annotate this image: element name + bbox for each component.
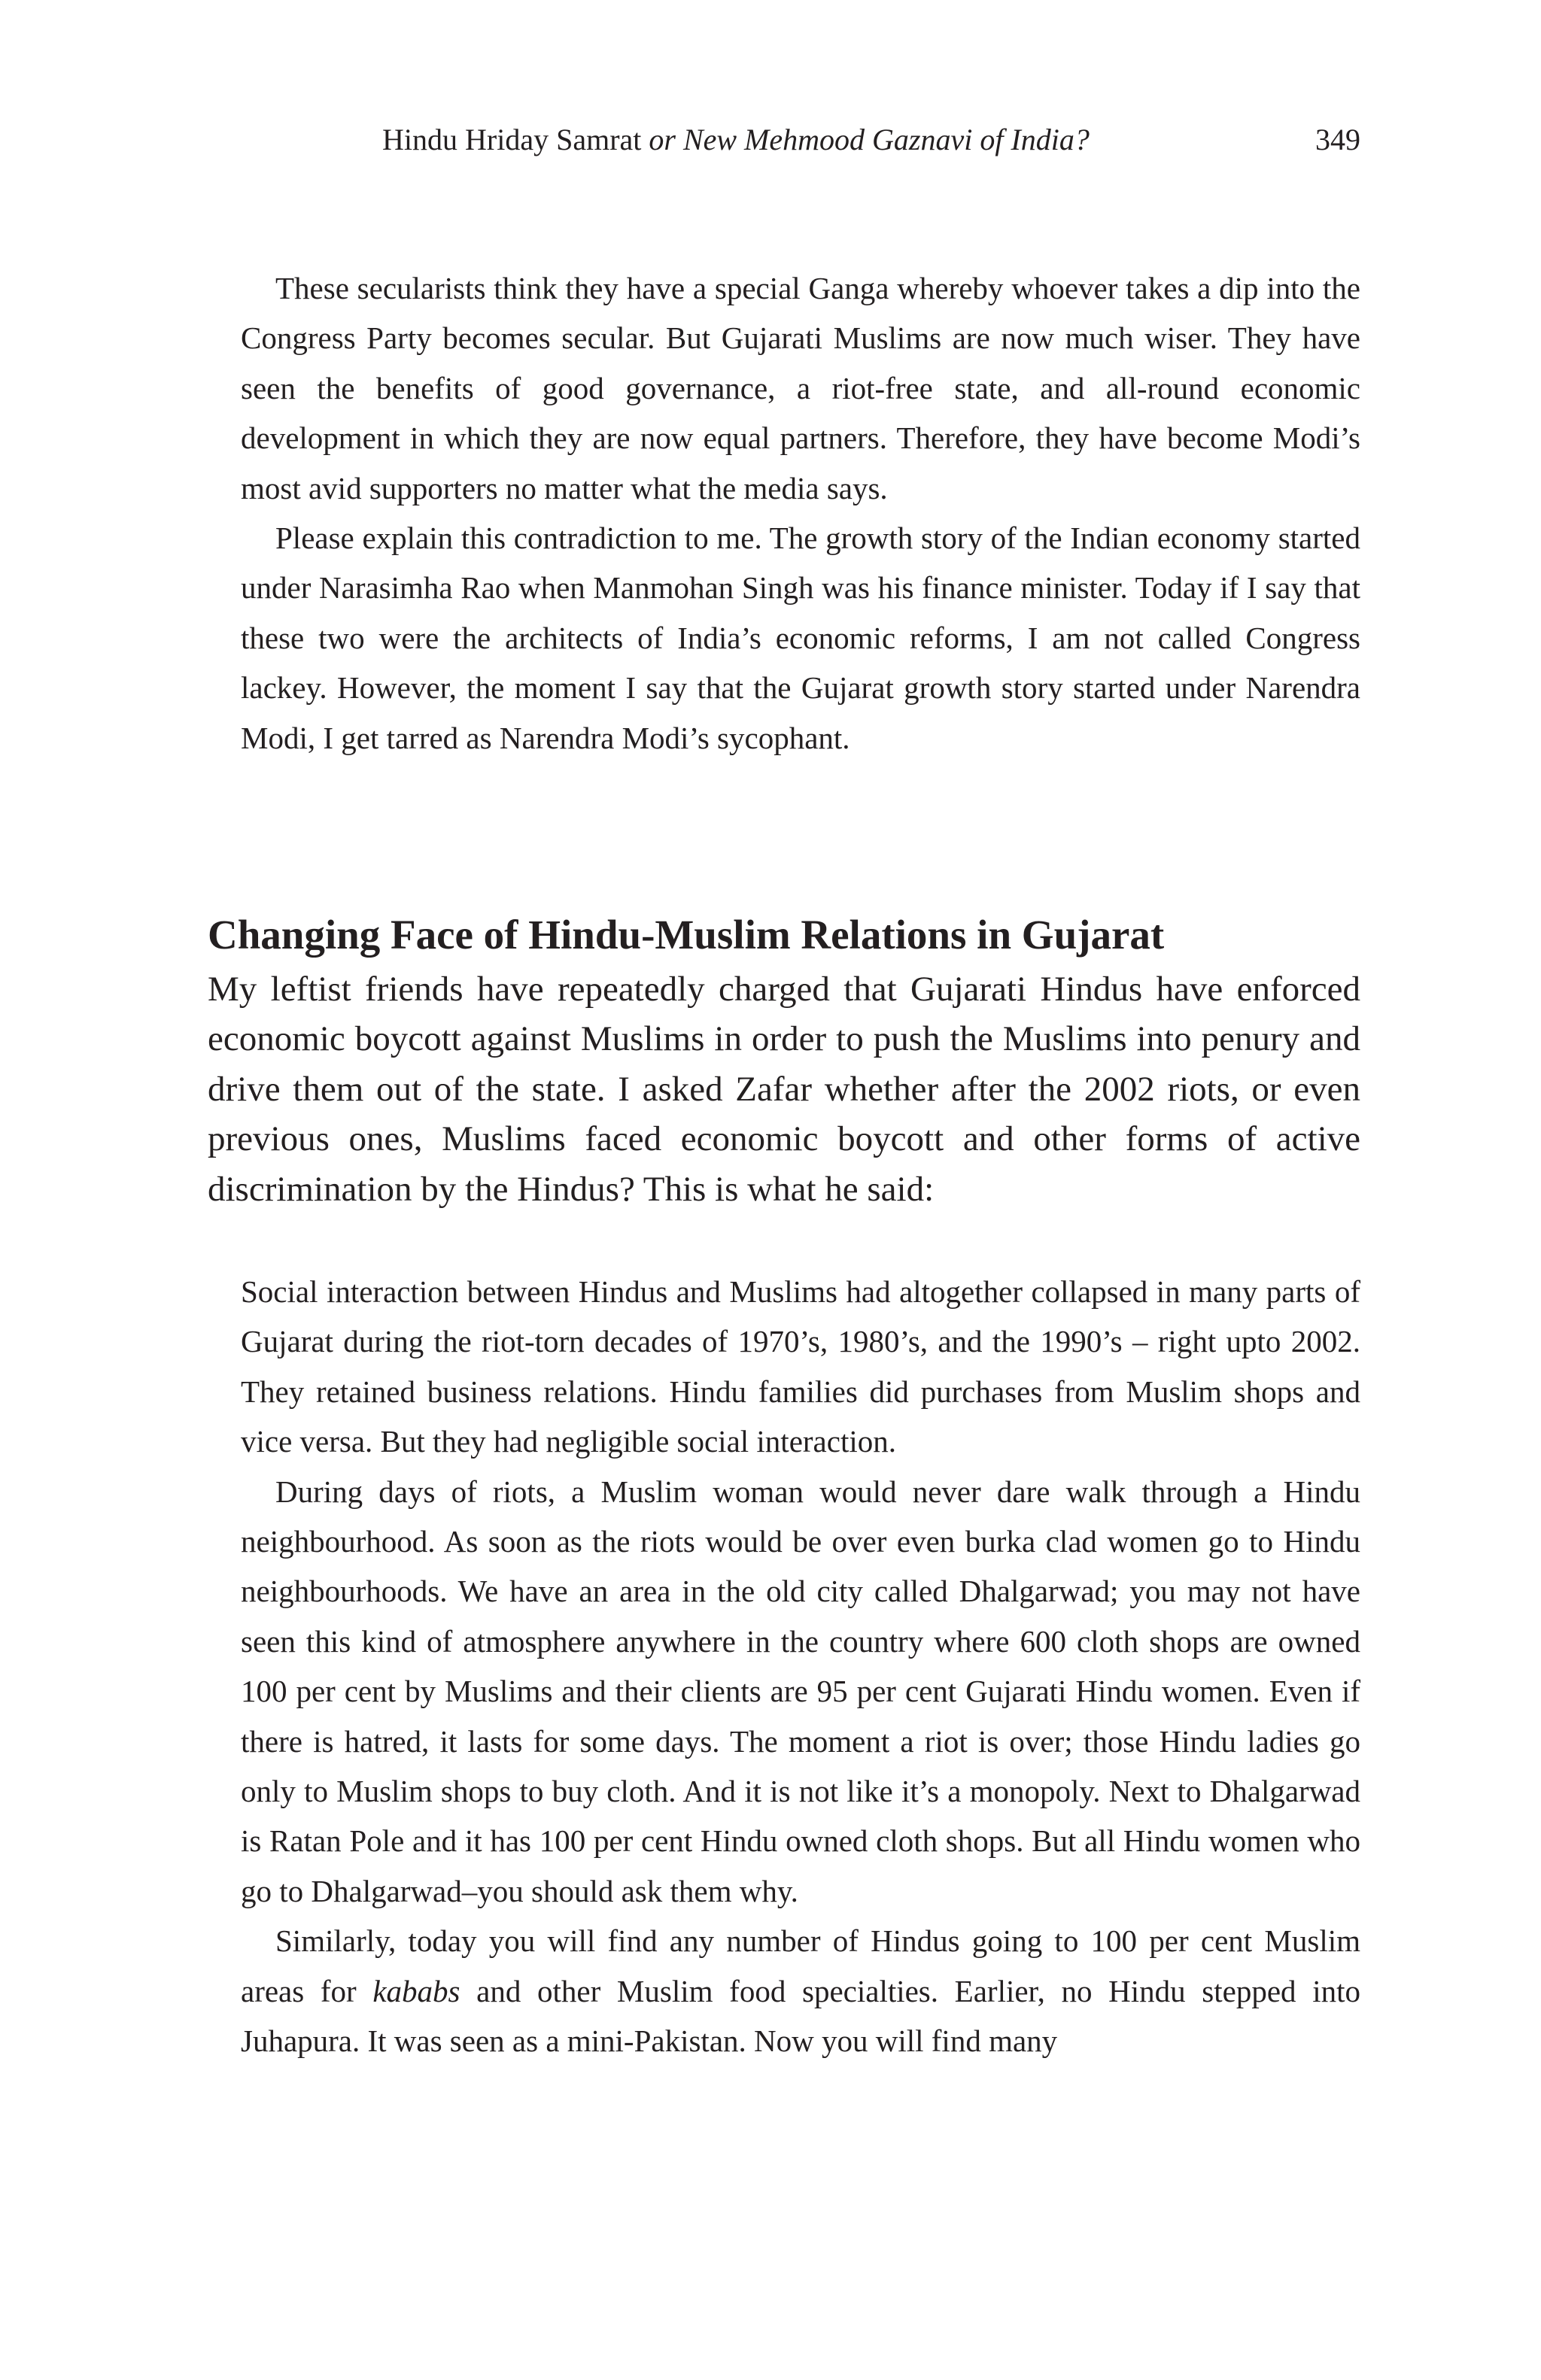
section-heading: Changing Face of Hindu-Muslim Relations in Gujarat bbox=[208, 912, 1165, 958]
paragraph-contradiction: Please explain this contradiction to me. The growth story of the Indian economy started under Narasimha Rao when Manmohan Singh was his finance minister. Today if I say that these two were the architects of India’s economic reforms, I am not called Congress lackey. However, the moment I say that the Gujarat growth story started under Narendra Modi, I get tarred as Narendra Modi’s sycophant. bbox=[241, 521, 1360, 755]
paragraph-secularists: These secularists think they have a special Ganga whereby whoever takes a dip into the Congress Party becomes secular. But Gujarati Muslims are now much wiser. They have seen the benefits of good governance, a riot-free state, and all-round economic development in which they are now equal partners. Therefore, they have become Modi’s most avid supporters no matter what the media says. bbox=[241, 271, 1360, 505]
body-text-section-1 bbox=[241, 263, 1360, 763]
running-head-title-italic: or New Mehmood Gaznavi of India? bbox=[649, 123, 1090, 156]
quote-paragraph-food bbox=[241, 1916, 1360, 2066]
quote-paragraph-social-interaction: Social interaction between Hindus and Muslims had altogether collapsed in many parts of Gujarat during the riot-torn decades of 1970’s, 1980’s, and the 1990’s – right upto 2002. They retained business relations. Hindu families did purchases from Muslim shops and vice versa. But they had negligible social interaction. bbox=[241, 1274, 1360, 1459]
running-head-title-roman: Hindu Hriday Samrat bbox=[382, 123, 649, 156]
block-quote bbox=[241, 1267, 1360, 2066]
quote-paragraph-food-end: and other Muslim food specialties. Earlier, no Hindu stepped into Juhapura. It was seen as a mini-Pakistan. Now you will find many bbox=[241, 1973, 1360, 2059]
running-head-title bbox=[382, 119, 1090, 161]
intro-paragraph: My leftist friends have repeatedly charged that Gujarati Hindus have enforced economic boycott against Muslims in order to push the Muslims into penury and drive them out of the state. I asked Zafar whether after the 2002 riots, or even previous ones, Muslims faced economic boycott and other forms of active discrimination by the Hindus? This is what he said: bbox=[208, 970, 1360, 1209]
italic-kababs: kababs bbox=[372, 1973, 460, 2008]
running-head bbox=[241, 119, 1360, 161]
quote-paragraph-riots: During days of riots, a Muslim woman would never dare walk through a Hindu neighbourhood. As soon as the riots would be over even burka clad women go to Hindu neighbourhoods. We have an area in the old city called Dhalgarwad; you may not have seen this kind of atmosphere anywhere in the country where 600 cloth shops are owned 100 per cent by Muslims and their clients are 95 per cent Gujarati Hindu women. Even if there is hatred, it lasts for some days. The moment a riot is over; those Hindu ladies go only to Muslim shops to buy cloth. And it is not like it’s a monopoly. Next to Dhalgarwad is Ratan Pole and it has 100 per cent Hindu owned cloth shops. But all Hindu women who go to Dhalgarwad–you should ask them why. bbox=[241, 1474, 1360, 1908]
quote-paragraph-food-start: Similarly, today you will find any number of Hindus going to 100 per cent Muslim areas for bbox=[241, 1923, 1360, 2008]
page-number: 349 bbox=[1315, 123, 1360, 156]
